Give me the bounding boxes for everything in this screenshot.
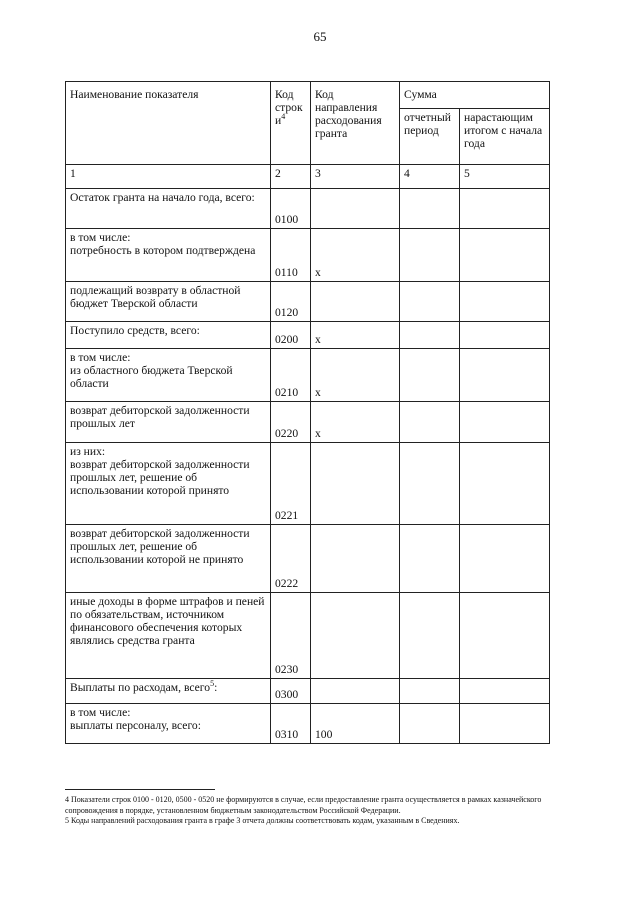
table-row bbox=[66, 704, 550, 744]
row-period-cell bbox=[400, 282, 460, 322]
row-code: 0100 bbox=[271, 189, 311, 229]
row-direction bbox=[311, 679, 400, 704]
row-direction: х bbox=[311, 229, 400, 282]
table-row bbox=[66, 229, 550, 282]
row-name bbox=[66, 229, 271, 282]
table-row bbox=[66, 443, 550, 525]
row-direction bbox=[311, 189, 400, 229]
header-sum bbox=[400, 82, 550, 109]
header-code-text bbox=[275, 84, 306, 127]
column-number: 3 bbox=[311, 165, 400, 189]
row-code: 0120 bbox=[271, 282, 311, 322]
row-name bbox=[66, 593, 271, 679]
grant-report-table bbox=[65, 81, 550, 744]
footnotes bbox=[65, 795, 565, 827]
row-name-text: возврат дебиторской задолженности прошлых лет, решение об использовании которой не принято bbox=[70, 527, 250, 566]
row-name-prefix: в том числе: bbox=[70, 231, 131, 244]
row-period-cell bbox=[400, 189, 460, 229]
row-name-text: Остаток гранта на начало года, всего: bbox=[70, 191, 255, 204]
row-direction bbox=[311, 593, 400, 679]
row-name bbox=[66, 349, 271, 402]
table-row bbox=[66, 349, 550, 402]
row-code: 0200 bbox=[271, 322, 311, 349]
row-name-text: возврат дебиторской задолженности прошлых лет bbox=[70, 404, 250, 430]
row-name-prefix: в том числе: bbox=[70, 351, 131, 364]
row-period-cell bbox=[400, 229, 460, 282]
header-direction bbox=[311, 82, 400, 165]
row-name bbox=[66, 189, 271, 229]
row-period-cell bbox=[400, 349, 460, 402]
row-name-suffix: : bbox=[214, 681, 218, 694]
column-numbers-row bbox=[66, 165, 550, 189]
row-cumulative-cell bbox=[460, 189, 550, 229]
row-name bbox=[66, 282, 271, 322]
row-name-text: Выплаты по расходам, всего bbox=[70, 681, 211, 694]
header-name-text: Наименование показателя bbox=[70, 88, 199, 101]
header-row-1 bbox=[66, 82, 550, 109]
row-name-text: подлежащий возврату в областной бюджет Тверской области bbox=[70, 284, 241, 310]
row-code: 0221 bbox=[271, 443, 311, 525]
column-number: 1 bbox=[66, 165, 271, 189]
column-number: 5 bbox=[460, 165, 550, 189]
row-code: 0220 bbox=[271, 402, 311, 443]
footnote-5: 5 Коды направлений расходования гранта в графе 3 отчета должны соответствовать кодам, указанным в Сведениях. bbox=[65, 816, 460, 825]
row-cumulative-cell bbox=[460, 593, 550, 679]
row-direction: х bbox=[311, 402, 400, 443]
table-row bbox=[66, 282, 550, 322]
table-row bbox=[66, 189, 550, 229]
row-code: 0230 bbox=[271, 593, 311, 679]
row-name bbox=[66, 704, 271, 744]
row-code: 0222 bbox=[271, 525, 311, 593]
row-name-text: потребность в котором подтверждена bbox=[70, 244, 256, 257]
row-period-cell bbox=[400, 322, 460, 349]
row-name-text: из областного бюджета Тверской области bbox=[70, 364, 233, 390]
row-cumulative-cell bbox=[460, 704, 550, 744]
row-cumulative-cell bbox=[460, 229, 550, 282]
header-period: отчетный период bbox=[400, 109, 460, 165]
row-name-text: возврат дебиторской задолженности прошлых лет, решение об использовании которой принято bbox=[70, 458, 250, 497]
table-row bbox=[66, 679, 550, 704]
row-cumulative-cell bbox=[460, 443, 550, 525]
header-direction-text: Код направления расходования гранта bbox=[315, 88, 382, 140]
table-row bbox=[66, 402, 550, 443]
row-direction: х bbox=[311, 349, 400, 402]
table-row bbox=[66, 525, 550, 593]
row-period-cell bbox=[400, 593, 460, 679]
row-period-cell bbox=[400, 443, 460, 525]
row-name-prefix: в том числе: bbox=[70, 706, 131, 719]
header-code-line2: строк bbox=[275, 101, 303, 114]
row-cumulative-cell bbox=[460, 679, 550, 704]
row-period-cell bbox=[400, 525, 460, 593]
header-cumulative: нарастающим итогом с начала года bbox=[460, 109, 550, 165]
row-period-cell bbox=[400, 704, 460, 744]
row-name-prefix: из них: bbox=[70, 445, 106, 458]
header-code-line1: Код bbox=[275, 88, 294, 101]
row-cumulative-cell bbox=[460, 282, 550, 322]
table-row bbox=[66, 593, 550, 679]
row-cumulative-cell bbox=[460, 402, 550, 443]
column-number: 2 bbox=[271, 165, 311, 189]
row-name-text: выплаты персоналу, всего: bbox=[70, 719, 201, 732]
row-code: 0310 bbox=[271, 704, 311, 744]
row-period-cell bbox=[400, 679, 460, 704]
row-code: 0210 bbox=[271, 349, 311, 402]
row-cumulative-cell bbox=[460, 349, 550, 402]
row-cumulative-cell bbox=[460, 322, 550, 349]
row-name-text: Поступило средств, всего: bbox=[70, 324, 200, 337]
row-name-text: иные доходы в форме штрафов и пеней по обязательствам, источником финансового обеспечения которых являлись средства гранта bbox=[70, 595, 265, 647]
row-code: 0110 bbox=[271, 229, 311, 282]
header-code-line3: и bbox=[275, 114, 282, 127]
row-period-cell bbox=[400, 402, 460, 443]
row-direction bbox=[311, 443, 400, 525]
row-name bbox=[66, 402, 271, 443]
row-direction bbox=[311, 525, 400, 593]
row-name bbox=[66, 322, 271, 349]
row-name bbox=[66, 443, 271, 525]
row-direction: 100 bbox=[311, 704, 400, 744]
row-cumulative-cell bbox=[460, 525, 550, 593]
header-code bbox=[271, 82, 311, 165]
table-row bbox=[66, 322, 550, 349]
header-sum-text: Сумма bbox=[404, 88, 437, 101]
row-name bbox=[66, 679, 271, 704]
footnote-4: 4 Показатели строк 0100 - 0120, 0500 - 0520 не формируются в случае, если предоставление гранта осуществляется в рамках казначейского сопровождения в порядке, установленном бюджетным законодательством Российской Федерации. bbox=[65, 795, 542, 815]
row-direction bbox=[311, 282, 400, 322]
footnote-ref-4: 4 bbox=[281, 112, 286, 122]
row-code: 0300 bbox=[271, 679, 311, 704]
header-name bbox=[66, 82, 271, 165]
row-direction: х bbox=[311, 322, 400, 349]
footnote-ref-5: 5 bbox=[210, 679, 215, 689]
page-number: 65 bbox=[313, 29, 327, 44]
column-number: 4 bbox=[400, 165, 460, 189]
row-name bbox=[66, 525, 271, 593]
footnote-divider bbox=[65, 789, 215, 790]
